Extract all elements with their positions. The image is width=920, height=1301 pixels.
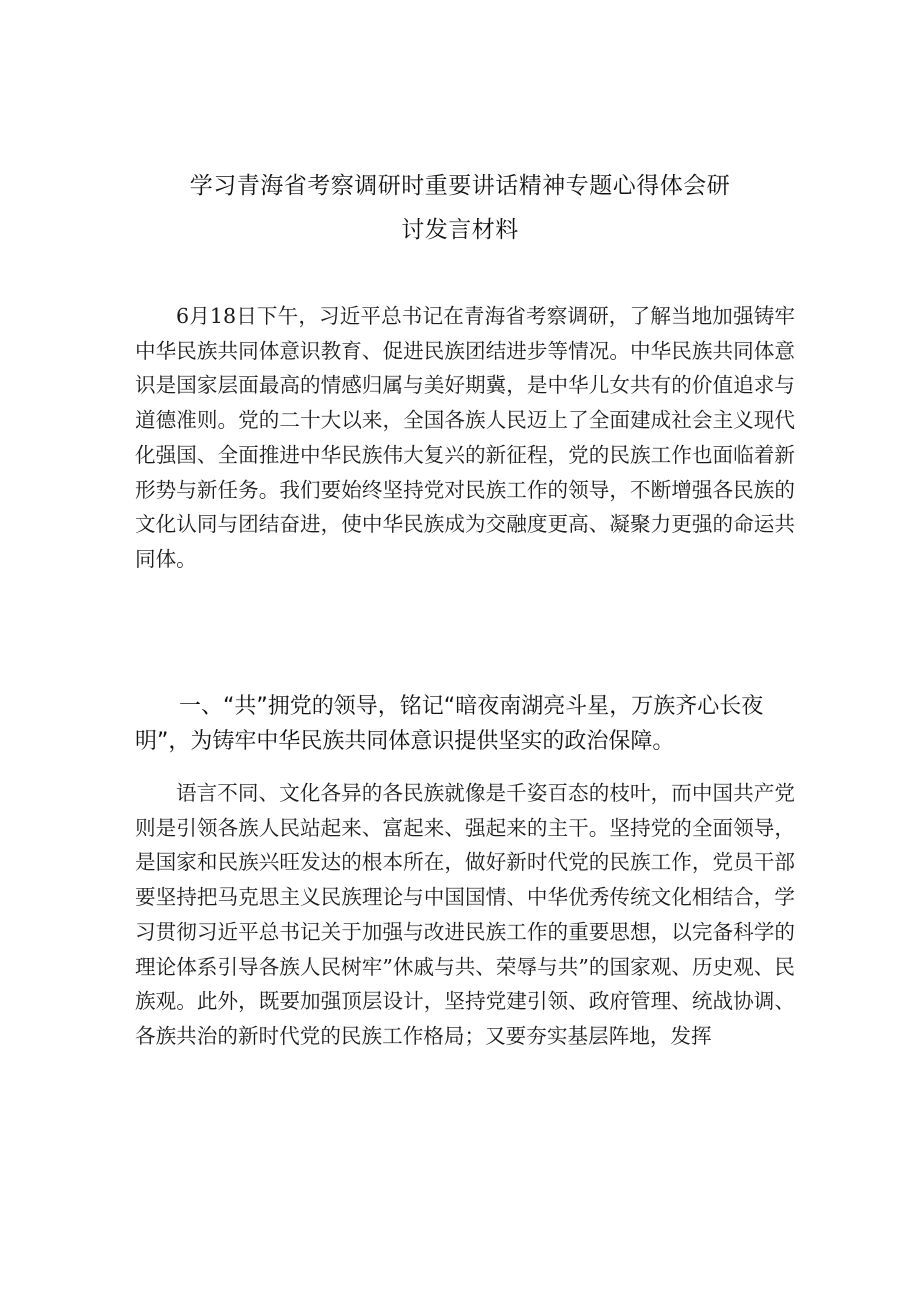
body-paragraph-1: 6月18日下午，习近平总书记在青海省考察调研，了解当地加强铸牢中华民族共同体意识教育、促进民族团结进步等情况。中华民族共同体意识是国家层面最高的情感归属与美好期冀，是中华儿女共有的价值追求与道德准则。党的二十大以来，全国各族人民迈上了全面建成社会主义现代化强国、全面推进中华民族伟大复兴的新征程，党的民族工作也面临着新形势与新任务。我们要始终坚持党对民族工作的领导，不断增强各民族的文化认同与团结奋进，使中华民族成为交融度更高、凝聚力更强的命运共同体。 (135, 304, 795, 571)
body-paragraph-2: 语言不同、文化各异的各民族就像是千姿百态的枝叶，而中国共产党则是引领各族人民站起来、富起来、强起来的主干。坚持党的全面领导，是国家和民族兴旺发达的根本所在，做好新时代党的民族工作，党员干部要坚持把马克思主义民族理论与中国国情、中华优秀传统文化相结合，学习贯彻习近平总书记关于加强与改进民族工作的重要思想，以完备科学的理论体系引导各族人民树牢”休戚与共、荣辱与共”的国家观、历史观、民族观。此外，既要加强顶层设计，坚持党建引领、政府管理、统战协调、各族共治的新时代党的民族工作格局；又要夯实基层阵地，发挥 (135, 781, 795, 1048)
document-title-line-1: 学习青海省考察调研时重要讲话精神专题心得体会研 (189, 173, 731, 199)
section-heading-1: 一、“共”拥党的领导，铭记“暗夜南湖亮斗星，万族齐心长夜明”，为铸牢中华民族共同体意识提供坚实的政治保障。 (135, 694, 764, 754)
document-title-line-2: 讨发言材料 (401, 217, 519, 243)
